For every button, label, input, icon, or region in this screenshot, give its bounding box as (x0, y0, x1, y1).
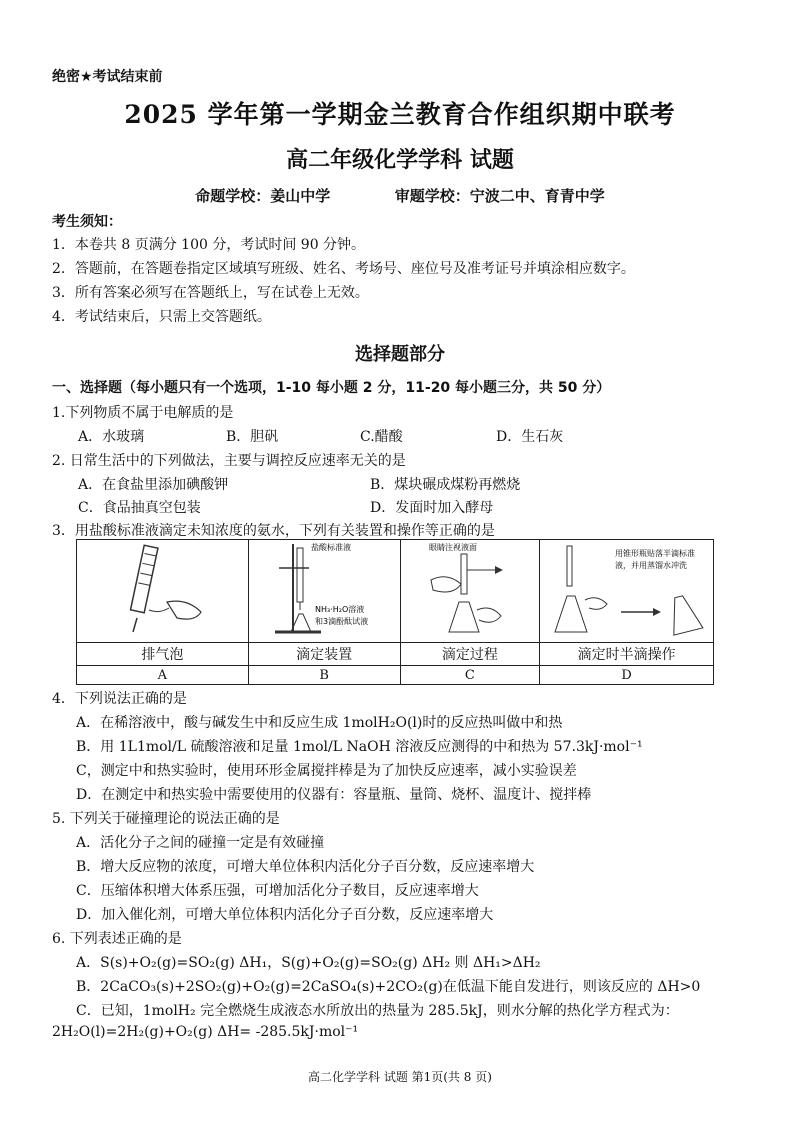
q2-option-a: A．在食盐里添加碘酸钾 (78, 477, 229, 493)
rinse-label-1: 用锥形瓶贴落半滴标准 (614, 549, 695, 558)
q3-image-b (248, 540, 400, 643)
notice-item: 1．本卷共 8 页满分 100 分，考试时间 90 分钟。 (52, 237, 366, 253)
page-footer: 高二化学学科 试题 第1页(共 8 页) (308, 1070, 492, 1084)
q6-option-b: B．2CaCO₃(s)+2SO₂(g)+O₂(g)=2CaSO₄(s)+2CO₂(g)在低温下能自发进行，则该反应的 ΔH>0 (76, 979, 701, 995)
q4-option-c: C，测定中和热实验时，使用环形金属搅拌棒是为了加快反应速率，减小实验误差 (76, 763, 577, 779)
reviewer-school: 审题学校：宁波二中、育青中学 (394, 187, 605, 205)
q3-image-c (400, 540, 540, 643)
section-title: 选择题部分 (355, 344, 445, 365)
confidential-mark: 绝密★考试结束前 (52, 69, 163, 85)
q3-letter-d: D (540, 666, 714, 685)
q6-option-a: A．S(s)+O₂(g)=SO₂(g) ΔH₁，S(g)+O₂(g)=SO₂(g) ΔH₂ 则 ΔH₁>ΔH₂ (76, 955, 541, 971)
exam-title: 2025 学年第一学期金兰教育合作组织期中联考 (124, 100, 676, 129)
notice-heading: 考生须知： (52, 214, 122, 230)
q5-option-c: C．压缩体积增大体系压强，可增加活化分子数目，反应速率增大 (76, 883, 479, 899)
q3-image-d (540, 540, 714, 643)
flask-label: NH₃·H₂O溶液 (315, 605, 365, 614)
q4-option-d: D．在测定中和热实验中需要使用的仪器有：容量瓶、量筒、烧杯、温度计、搅拌棒 (76, 787, 592, 803)
eye-label: 眼睛注视液面 (428, 543, 477, 552)
q3-caption-d: 滴定时半滴操作 (540, 643, 714, 666)
burette-label: 盐酸标准液 (311, 543, 352, 552)
proposer-school: 命题学校：姜山中学 (195, 187, 331, 205)
q3-caption-b: 滴定装置 (248, 643, 400, 666)
titration-process-illustration (401, 540, 539, 638)
q1-option-a: A．水玻璃 (78, 429, 145, 445)
q1-stem: 1.下列物质不属于电解质的是 (52, 405, 234, 421)
q6-option-c: C．已知，1molH₂ 完全燃烧生成液态水所放出的热量为 285.5kJ，则水分解的热化学方程式为： (76, 1003, 679, 1019)
q3-stem: 3．用盐酸标准液滴定未知浓度的氨水，下列有关装置和操作等正确的是 (52, 523, 495, 539)
q5-option-a: A．活化分子之间的碰撞一定是有效碰撞 (76, 835, 325, 851)
q1-option-c: C.醋酸 (360, 429, 403, 445)
q6-option-c-equation: 2H₂O(l)=2H₂(g)+O₂(g) ΔH= -285.5kJ·mol⁻¹ (52, 1024, 359, 1040)
q1-option-b: B．胆矾 (226, 429, 279, 445)
part-one-heading: 一、选择题（每小题只有一个选项，1-10 每小题 2 分，11-20 每小题三分，共 50 分） (52, 380, 611, 396)
notice-item: 3．所有答案必须写在答题纸上，写在试卷上无效。 (52, 285, 369, 301)
school-line (0, 185, 800, 206)
q5-option-b: B．增大反应物的浓度，可增大单位体积内活化分子百分数，反应速率增大 (76, 859, 535, 875)
indicator-label: 和3滴酚酞试液 (315, 617, 369, 626)
q2-option-d: D．发面时加入酵母 (370, 500, 494, 516)
q5-option-d: D．加入催化剂，可增大单位体积内活化分子百分数，反应速率增大 (76, 907, 494, 923)
burette-bubble-illustration (77, 540, 247, 638)
q3-caption-c: 滴定过程 (400, 643, 540, 666)
q3-apparatus-table (76, 539, 714, 685)
exam-subtitle: 高二年级化学学科 试题 (286, 147, 514, 173)
notice-item: 4．考试结束后，只需上交答题纸。 (52, 309, 271, 325)
q5-stem: 5. 下列关于碰撞理论的说法正确的是 (52, 811, 280, 827)
q6-stem: 6. 下列表述正确的是 (52, 931, 182, 947)
rinse-label-2: 液，并用蒸馏水冲洗 (614, 561, 687, 570)
notice-item: 2．答题前，在答题卷指定区域填写班级、姓名、考场号、座位号及准考证号并填涂相应数字。 (52, 261, 635, 277)
q2-stem: 2. 日常生活中的下列做法，主要与调控反应速率无关的是 (52, 453, 406, 469)
q2-option-c: C．食品抽真空包装 (78, 500, 201, 516)
q3-image-a (77, 540, 249, 643)
q3-letter-b: B (248, 666, 400, 685)
q1-option-d: D．生石灰 (496, 429, 564, 445)
q4-stem: 4．下列说法正确的是 (52, 691, 187, 707)
q3-letter-c: C (400, 666, 540, 685)
titration-stand-illustration (249, 540, 399, 638)
q3-letter-a: A (77, 666, 249, 685)
q4-option-a: A．在稀溶液中，酸与碱发生中和反应生成 1molH₂O(l)时的反应热叫做中和热 (76, 715, 563, 731)
q3-caption-a: 排气泡 (77, 643, 249, 666)
half-drop-illustration (541, 540, 713, 638)
q2-option-b: B．煤块碾成煤粉再燃烧 (370, 477, 521, 493)
q4-option-b: B．用 1L1mol/L 硫酸溶液和足量 1mol/L NaOH 溶液反应测得的中和热为 57.3kJ·mol⁻¹ (76, 739, 643, 755)
